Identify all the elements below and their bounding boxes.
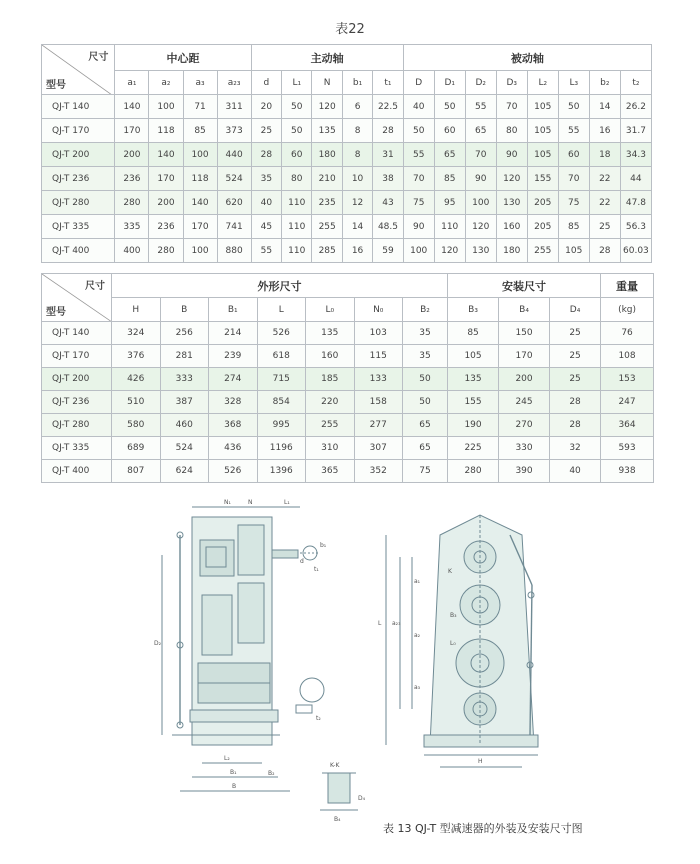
value-cell: 65 — [434, 143, 465, 167]
value-cell: 25 — [251, 119, 281, 143]
value-cell: 50 — [282, 119, 312, 143]
label-b: B — [232, 783, 237, 790]
value-cell: 247 — [601, 391, 654, 414]
value-cell: 90 — [465, 167, 496, 191]
label-a3: a₃ — [414, 684, 421, 691]
value-cell: 170 — [115, 119, 149, 143]
corner-label-size: 尺寸 — [85, 281, 105, 292]
value-cell: 624 — [160, 460, 209, 483]
column-header: D — [403, 71, 434, 95]
value-cell: 65 — [465, 119, 496, 143]
label-l0: L₀ — [450, 640, 456, 647]
value-cell: 310 — [306, 437, 355, 460]
value-cell: 60 — [282, 143, 312, 167]
model-cell: QJ-T 335 — [42, 215, 115, 239]
value-cell: 71 — [183, 95, 217, 119]
value-cell: 65 — [403, 414, 448, 437]
group-header-mounting: 安装尺寸 — [448, 274, 601, 298]
value-cell: 130 — [496, 191, 527, 215]
value-cell: 8 — [342, 143, 372, 167]
value-cell: 200 — [115, 143, 149, 167]
model-cell: QJ-T 170 — [42, 119, 115, 143]
value-cell: 110 — [282, 215, 312, 239]
value-cell: 105 — [527, 143, 558, 167]
value-cell: 130 — [465, 239, 496, 263]
value-cell: 328 — [209, 391, 258, 414]
column-header: b₁ — [342, 71, 372, 95]
value-cell: 25 — [589, 215, 620, 239]
label-n1: N₁ — [224, 499, 231, 506]
value-cell: 352 — [354, 460, 403, 483]
value-cell: 25 — [550, 345, 601, 368]
model-cell: QJ-T 140 — [42, 322, 112, 345]
value-cell: 200 — [499, 368, 550, 391]
column-header: D₁ — [434, 71, 465, 95]
value-cell: 120 — [434, 239, 465, 263]
value-cell: 70 — [403, 167, 434, 191]
column-header: (kg) — [601, 298, 654, 322]
value-cell: 854 — [257, 391, 306, 414]
value-cell: 75 — [403, 191, 434, 215]
value-cell: 80 — [282, 167, 312, 191]
value-cell: 938 — [601, 460, 654, 483]
table-row — [42, 345, 654, 368]
label-l1: L₁ — [284, 499, 290, 506]
label-h: H — [478, 758, 483, 765]
reducer-drawing — [150, 495, 570, 825]
value-cell: 270 — [499, 414, 550, 437]
column-header: L — [257, 298, 306, 322]
value-cell: 225 — [448, 437, 499, 460]
label-b1-outline: B₁ — [230, 769, 237, 776]
value-cell: 618 — [257, 345, 306, 368]
value-cell: 55 — [465, 95, 496, 119]
value-cell: 180 — [312, 143, 342, 167]
value-cell: 50 — [403, 368, 448, 391]
label-d4: D₄ — [358, 795, 366, 802]
value-cell: 135 — [306, 322, 355, 345]
value-cell: 85 — [183, 119, 217, 143]
value-cell: 880 — [217, 239, 251, 263]
value-cell: 55 — [251, 239, 281, 263]
table-row — [42, 143, 652, 167]
value-cell: 426 — [112, 368, 161, 391]
value-cell: 365 — [306, 460, 355, 483]
value-cell: 10 — [342, 167, 372, 191]
value-cell: 90 — [496, 143, 527, 167]
value-cell: 210 — [312, 167, 342, 191]
column-header: D₃ — [496, 71, 527, 95]
value-cell: 118 — [183, 167, 217, 191]
value-cell: 85 — [448, 322, 499, 345]
value-cell: 60 — [434, 119, 465, 143]
label-kk: K-K — [330, 762, 340, 769]
value-cell: 170 — [183, 215, 217, 239]
value-cell: 103 — [354, 322, 403, 345]
value-cell: 80 — [496, 119, 527, 143]
column-header: L₃ — [558, 71, 589, 95]
value-cell: 120 — [496, 167, 527, 191]
figure-caption: 表 13 QJ-T 型减速器的外装及安装尺寸图 — [383, 822, 583, 835]
value-cell: 160 — [306, 345, 355, 368]
table-row — [42, 191, 652, 215]
value-cell: 40 — [403, 95, 434, 119]
table2-corner — [42, 274, 112, 322]
value-cell: 110 — [282, 239, 312, 263]
value-cell: 274 — [209, 368, 258, 391]
label-d2: D₂ — [154, 640, 162, 647]
value-cell: 28 — [589, 239, 620, 263]
model-cell: QJ-T 200 — [42, 368, 112, 391]
value-cell: 40 — [550, 460, 601, 483]
value-cell: 28 — [550, 414, 601, 437]
value-cell: 140 — [115, 95, 149, 119]
value-cell: 95 — [434, 191, 465, 215]
value-cell: 510 — [112, 391, 161, 414]
column-header: L₂ — [527, 71, 558, 95]
label-d: d — [300, 558, 304, 565]
value-cell: 524 — [217, 167, 251, 191]
value-cell: 120 — [465, 215, 496, 239]
value-cell: 65 — [403, 437, 448, 460]
model-cell: QJ-T 400 — [42, 239, 115, 263]
column-header: t₁ — [373, 71, 403, 95]
value-cell: 55 — [403, 143, 434, 167]
column-header: a₁ — [115, 71, 149, 95]
value-cell: 55 — [558, 119, 589, 143]
corner-label-model: 型号 — [46, 80, 66, 91]
column-header: a₂ — [149, 71, 183, 95]
value-cell: 256 — [160, 322, 209, 345]
column-header: B — [160, 298, 209, 322]
value-cell: 376 — [112, 345, 161, 368]
label-b1: b₁ — [320, 542, 327, 549]
value-cell: 43 — [373, 191, 403, 215]
table-row — [42, 368, 654, 391]
value-cell: 158 — [354, 391, 403, 414]
value-cell: 22 — [589, 167, 620, 191]
value-cell: 90 — [403, 215, 434, 239]
value-cell: 120 — [312, 95, 342, 119]
value-cell: 436 — [209, 437, 258, 460]
column-header: d — [251, 71, 281, 95]
value-cell: 85 — [558, 215, 589, 239]
column-header: D₄ — [550, 298, 601, 322]
value-cell: 620 — [217, 191, 251, 215]
column-header: L₀ — [306, 298, 355, 322]
value-cell: 75 — [558, 191, 589, 215]
column-header: a₃ — [183, 71, 217, 95]
value-cell: 70 — [558, 167, 589, 191]
table-row — [42, 167, 652, 191]
value-cell: 76 — [601, 322, 654, 345]
value-cell: 44 — [620, 167, 651, 191]
value-cell: 28 — [373, 119, 403, 143]
column-header: B₁ — [209, 298, 258, 322]
value-cell: 110 — [434, 215, 465, 239]
value-cell: 281 — [160, 345, 209, 368]
group-header-weight: 重量 — [601, 274, 654, 298]
value-cell: 185 — [306, 368, 355, 391]
value-cell: 689 — [112, 437, 161, 460]
column-header: t₂ — [620, 71, 651, 95]
value-cell: 335 — [115, 215, 149, 239]
value-cell: 50 — [403, 391, 448, 414]
value-cell: 440 — [217, 143, 251, 167]
value-cell: 35 — [403, 322, 448, 345]
column-header: H — [112, 298, 161, 322]
value-cell: 100 — [183, 143, 217, 167]
value-cell: 387 — [160, 391, 209, 414]
value-cell: 311 — [217, 95, 251, 119]
value-cell: 14 — [589, 95, 620, 119]
value-cell: 285 — [312, 239, 342, 263]
value-cell: 133 — [354, 368, 403, 391]
value-cell: 20 — [251, 95, 281, 119]
value-cell: 135 — [312, 119, 342, 143]
table-row — [42, 437, 654, 460]
value-cell: 32 — [550, 437, 601, 460]
table-row — [42, 215, 652, 239]
label-a23: a₂₃ — [392, 620, 401, 627]
label-k: K — [448, 568, 452, 575]
table-title: 表22 — [335, 22, 365, 37]
value-cell: 580 — [112, 414, 161, 437]
value-cell: 25 — [550, 368, 601, 391]
column-header: a₂₃ — [217, 71, 251, 95]
value-cell: 45 — [251, 215, 281, 239]
value-cell: 280 — [448, 460, 499, 483]
value-cell: 108 — [601, 345, 654, 368]
column-header: B₂ — [403, 298, 448, 322]
value-cell: 236 — [149, 215, 183, 239]
value-cell: 60 — [558, 143, 589, 167]
value-cell: 324 — [112, 322, 161, 345]
group-header-outline: 外形尺寸 — [112, 274, 448, 298]
value-cell: 239 — [209, 345, 258, 368]
label-b4: B₄ — [334, 816, 341, 823]
value-cell: 18 — [589, 143, 620, 167]
value-cell: 364 — [601, 414, 654, 437]
value-cell: 26.2 — [620, 95, 651, 119]
value-cell: 153 — [601, 368, 654, 391]
value-cell: 100 — [149, 95, 183, 119]
value-cell: 155 — [527, 167, 558, 191]
value-cell: 526 — [257, 322, 306, 345]
value-cell: 220 — [306, 391, 355, 414]
dimension-table-2 — [41, 273, 654, 483]
value-cell: 180 — [496, 239, 527, 263]
value-cell: 1196 — [257, 437, 306, 460]
label-n: N — [248, 499, 253, 506]
column-header: B₄ — [499, 298, 550, 322]
value-cell: 60.03 — [620, 239, 651, 263]
value-cell: 526 — [209, 460, 258, 483]
value-cell: 59 — [373, 239, 403, 263]
value-cell: 235 — [312, 191, 342, 215]
value-cell: 50 — [558, 95, 589, 119]
value-cell: 150 — [499, 322, 550, 345]
label-t1: t₁ — [314, 566, 319, 573]
value-cell: 70 — [465, 143, 496, 167]
value-cell: 105 — [448, 345, 499, 368]
value-cell: 100 — [183, 239, 217, 263]
table-row — [42, 414, 654, 437]
label-l: L — [378, 620, 382, 627]
value-cell: 115 — [354, 345, 403, 368]
value-cell: 280 — [115, 191, 149, 215]
column-header: B₃ — [448, 298, 499, 322]
model-cell: QJ-T 140 — [42, 95, 115, 119]
value-cell: 118 — [149, 119, 183, 143]
value-cell: 807 — [112, 460, 161, 483]
value-cell: 35 — [403, 345, 448, 368]
column-header: N — [312, 71, 342, 95]
value-cell: 25 — [550, 322, 601, 345]
value-cell: 70 — [496, 95, 527, 119]
value-cell: 995 — [257, 414, 306, 437]
model-cell: QJ-T 335 — [42, 437, 112, 460]
label-l2: L₂ — [224, 755, 230, 762]
value-cell: 8 — [342, 119, 372, 143]
label-b3: B₃ — [450, 612, 457, 619]
value-cell: 524 — [160, 437, 209, 460]
value-cell: 333 — [160, 368, 209, 391]
value-cell: 50 — [434, 95, 465, 119]
kk-section — [320, 773, 358, 810]
value-cell: 277 — [354, 414, 403, 437]
value-cell: 140 — [149, 143, 183, 167]
value-cell: 105 — [527, 119, 558, 143]
corner-label-model: 型号 — [46, 307, 66, 318]
value-cell: 34.3 — [620, 143, 651, 167]
value-cell: 373 — [217, 119, 251, 143]
value-cell: 31 — [373, 143, 403, 167]
value-cell: 400 — [115, 239, 149, 263]
value-cell: 205 — [527, 215, 558, 239]
value-cell: 56.3 — [620, 215, 651, 239]
group-header-driven-shaft: 被动轴 — [403, 45, 651, 71]
model-cell: QJ-T 200 — [42, 143, 115, 167]
value-cell: 48.5 — [373, 215, 403, 239]
value-cell: 1396 — [257, 460, 306, 483]
table1-corner — [42, 45, 115, 95]
value-cell: 715 — [257, 368, 306, 391]
label-t2: t₂ — [316, 715, 321, 722]
table-row — [42, 239, 652, 263]
value-cell: 85 — [434, 167, 465, 191]
corner-label-size: 尺寸 — [88, 52, 109, 63]
value-cell: 390 — [499, 460, 550, 483]
model-cell: QJ-T 236 — [42, 391, 112, 414]
value-cell: 200 — [149, 191, 183, 215]
front-view — [386, 515, 538, 767]
value-cell: 170 — [149, 167, 183, 191]
label-b2: B₂ — [268, 770, 275, 777]
value-cell: 16 — [342, 239, 372, 263]
value-cell: 140 — [183, 191, 217, 215]
label-a2: a₂ — [414, 632, 421, 639]
model-cell: QJ-T 236 — [42, 167, 115, 191]
value-cell: 40 — [251, 191, 281, 215]
value-cell: 28 — [251, 143, 281, 167]
value-cell: 135 — [448, 368, 499, 391]
dimension-table-1 — [41, 44, 652, 263]
model-cell: QJ-T 170 — [42, 345, 112, 368]
side-view — [162, 507, 324, 791]
group-header-center-distance: 中心距 — [115, 45, 251, 71]
value-cell: 593 — [601, 437, 654, 460]
value-cell: 307 — [354, 437, 403, 460]
value-cell: 100 — [465, 191, 496, 215]
model-cell: QJ-T 280 — [42, 414, 112, 437]
group-header-drive-shaft: 主动轴 — [251, 45, 403, 71]
value-cell: 170 — [499, 345, 550, 368]
value-cell: 47.8 — [620, 191, 651, 215]
value-cell: 160 — [496, 215, 527, 239]
value-cell: 75 — [403, 460, 448, 483]
value-cell: 255 — [306, 414, 355, 437]
value-cell: 14 — [342, 215, 372, 239]
value-cell: 105 — [558, 239, 589, 263]
value-cell: 12 — [342, 191, 372, 215]
table-row — [42, 95, 652, 119]
table-row — [42, 119, 652, 143]
value-cell: 105 — [527, 95, 558, 119]
value-cell: 330 — [499, 437, 550, 460]
value-cell: 100 — [403, 239, 434, 263]
value-cell: 236 — [115, 167, 149, 191]
value-cell: 38 — [373, 167, 403, 191]
value-cell: 190 — [448, 414, 499, 437]
value-cell: 255 — [527, 239, 558, 263]
model-cell: QJ-T 280 — [42, 191, 115, 215]
value-cell: 28 — [550, 391, 601, 414]
value-cell: 368 — [209, 414, 258, 437]
value-cell: 110 — [282, 191, 312, 215]
column-header: b₂ — [589, 71, 620, 95]
column-header: D₂ — [465, 71, 496, 95]
value-cell: 280 — [149, 239, 183, 263]
value-cell: 214 — [209, 322, 258, 345]
label-a1: a₁ — [414, 578, 421, 585]
value-cell: 50 — [282, 95, 312, 119]
column-header: L₁ — [282, 71, 312, 95]
value-cell: 205 — [527, 191, 558, 215]
value-cell: 255 — [312, 215, 342, 239]
value-cell: 31.7 — [620, 119, 651, 143]
value-cell: 6 — [342, 95, 372, 119]
table-row — [42, 322, 654, 345]
value-cell: 35 — [251, 167, 281, 191]
column-header: N₀ — [354, 298, 403, 322]
value-cell: 155 — [448, 391, 499, 414]
value-cell: 22.5 — [373, 95, 403, 119]
value-cell: 22 — [589, 191, 620, 215]
value-cell: 741 — [217, 215, 251, 239]
value-cell: 245 — [499, 391, 550, 414]
table-row — [42, 460, 654, 483]
value-cell: 16 — [589, 119, 620, 143]
table-row — [42, 391, 654, 414]
model-cell: QJ-T 400 — [42, 460, 112, 483]
value-cell: 50 — [403, 119, 434, 143]
value-cell: 460 — [160, 414, 209, 437]
